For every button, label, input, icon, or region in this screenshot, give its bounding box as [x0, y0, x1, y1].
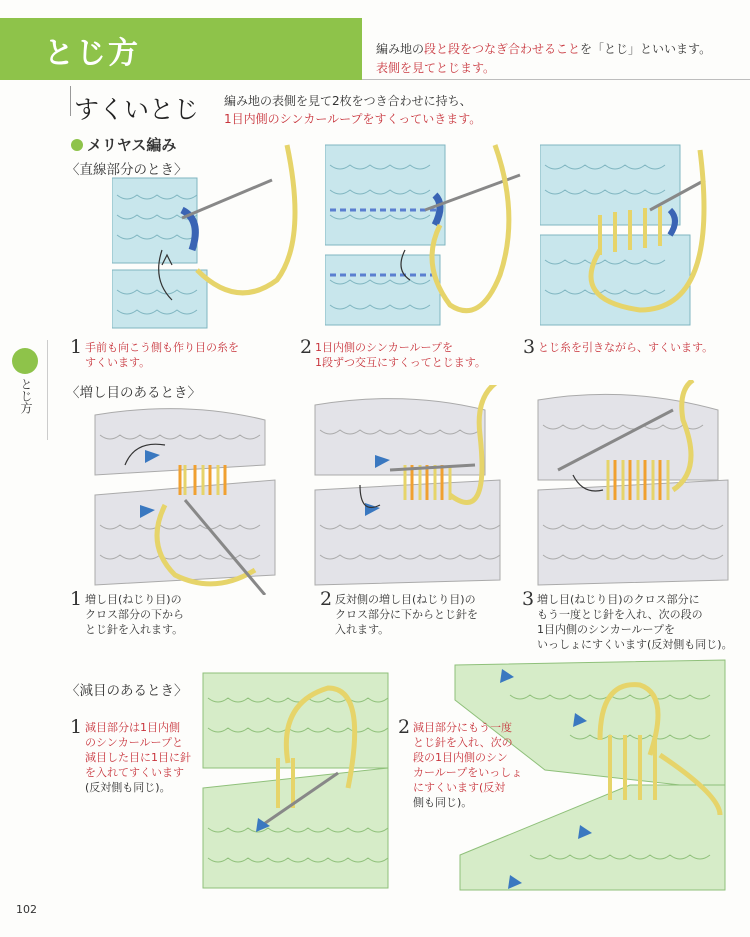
intro-text: 編み地の段と段をつなぎ合わせることを「とじ」といいます。 表側を見てとじます。 [376, 42, 712, 75]
section-rule [70, 86, 71, 116]
increase-step2-caption: 2 反対側の増し目(ねじり目)の クロス部分に下からとじ針を 入れます。 [320, 588, 478, 636]
increase-step2-illustration [310, 385, 520, 590]
section-title: すくいとじ [74, 95, 200, 124]
increase-label: 〈増し目のあるとき〉 [66, 385, 201, 401]
subsection-title: メリヤス編み [71, 134, 176, 155]
straight-step2-illustration [325, 140, 525, 335]
straight-step1-caption: 1 手前も向こう側も作り目の糸を すくいます。 [70, 336, 239, 369]
straight-step2-caption: 2 1目内側のシンカーループを 1段ずつ交互にすくってとじます。 [300, 336, 486, 369]
increase-step3-caption: 3 増し目(ねじり目)のクロス部分に もう一度とじ針を入れ、次の段の 1目内側のシンカーループを いっしょにすくいます(反対側も同じ)。 [522, 588, 733, 651]
side-tab-label: とじ方 [19, 378, 33, 414]
increase-step1-caption: 1 増し目(ねじり目)の クロス部分の下から とじ針を入れます。 [70, 588, 184, 636]
page-number: 102 [16, 903, 37, 916]
straight-step1-illustration [112, 140, 312, 335]
side-rule [47, 340, 48, 440]
bullet-dot-icon [71, 139, 83, 151]
decrease-step2-caption: 2 減目部分にもう一度 とじ針を入れ、次の 段の1目内側のシン カーループをいっしょ にすくいます(反対 側も同じ)。 [398, 716, 523, 809]
decrease-label: 〈減目のあるとき〉 [66, 683, 188, 699]
straight-label: 〈直線部分のとき〉 [66, 162, 188, 178]
decrease-step1-illustration [198, 668, 393, 893]
decrease-step1-caption: 1 減目部分は1目内側 のシンカーループと 減目した目に1目に針 を入れてすくいます (反対側も同じ)。 [70, 716, 191, 794]
increase-step3-illustration [533, 380, 733, 590]
header-rule [362, 79, 750, 80]
straight-step3-caption: 3 とじ糸を引きながら、すくいます。 [523, 336, 714, 358]
side-tab-dot-icon [12, 348, 38, 374]
section-description: 編み地の表側を見て2枚をつき合わせに持ち、 1目内側のシンカーループをすくっていきます。 [224, 94, 482, 126]
straight-step3-illustration [540, 140, 740, 335]
page-title: とじ方 [44, 36, 140, 71]
increase-step1-illustration [85, 395, 300, 595]
